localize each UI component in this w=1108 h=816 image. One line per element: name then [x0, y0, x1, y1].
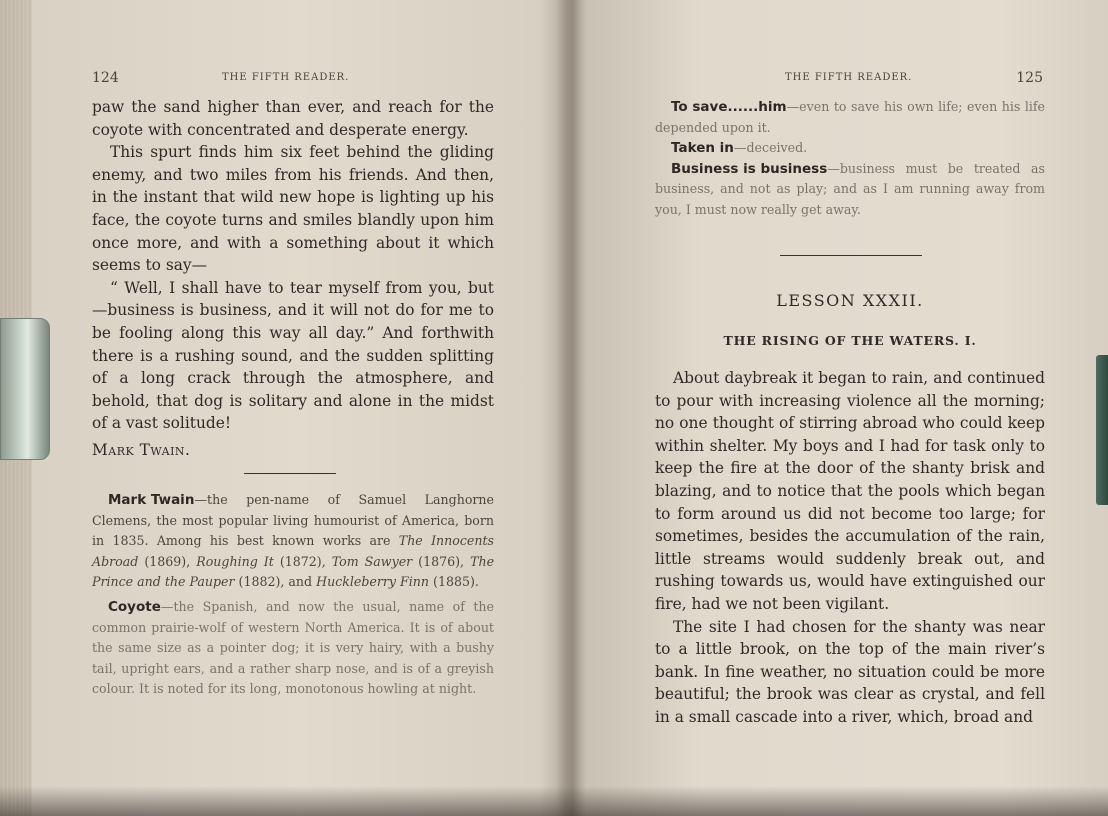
note-coyote	[92, 597, 494, 700]
right-page-number: 125	[1016, 70, 1043, 86]
note-text: (1872),	[273, 553, 332, 569]
note-to-save	[655, 97, 1045, 138]
book-gutter	[556, 0, 586, 816]
note-text: —the Spanish, and now the usual, name of the common prairie-wolf of western North America. It is of about the same size as a pointer dog; it is very hairy, with a bushy tail, upright ears, and a rather sharp nose, and is of a greyish colour. It is noted for its long, monotonous howling at night.	[92, 598, 494, 697]
right-notes	[655, 97, 1045, 225]
left-paragraph-1: paw the sand higher than ever, and reach for the coyote with concentrated and desperate energy.	[92, 98, 494, 139]
note-text: (1882), and	[234, 574, 317, 590]
author-signature: Mark Twain.	[92, 440, 191, 459]
note-term: Mark Twain	[108, 492, 195, 508]
left-running-head	[92, 68, 494, 88]
work-title: Tom Sawyer	[331, 553, 413, 569]
bottom-shadow	[0, 786, 1108, 816]
glass-clip	[0, 318, 50, 460]
note-term: Coyote	[108, 598, 161, 615]
left-paragraph-3: “ Well, I shall have to tear myself from you, but—business is business, and it will not do for me to be fooling along this way all day.” And forthwith there is a rushing sound, and the sudden splitting of a long crack through the atmosphere, and behold, that dog is solitary and alone in the midst of a vast solitude!	[92, 278, 494, 433]
note-taken-in	[655, 138, 1045, 159]
note-text: —even to save his own life; even his life depended upon it.	[655, 99, 1045, 135]
right-body	[655, 367, 1045, 729]
work-title: Huckleberry Finn	[316, 574, 430, 590]
work-title: The Prince and the Pauper	[92, 553, 495, 590]
section-divider	[780, 255, 922, 256]
note-text: —the pen-name of Samuel Langhorne Clemens, the most popular living humourist of America, born in 1835. Among his best known works are	[92, 492, 494, 549]
note-mark-twain	[92, 490, 494, 593]
left-body	[92, 96, 494, 462]
work-title: The Innocents Abroad	[92, 533, 494, 569]
note-text: (1885).	[429, 574, 479, 590]
left-page-number: 124	[92, 70, 119, 86]
note-text: —business must be treated as business, and not as play; and as I am running away from you, I must now really get away.	[655, 160, 1045, 217]
left-paragraph-2: This spurt finds him six feet behind the gliding enemy, and two miles from his friends. And then, in the instant that wild new hope is lighting up his face, the coyote turns and smiles blandly upon him once more, and with a something about it which seems to say—	[92, 143, 494, 275]
right-running-title: THE FIFTH READER.	[785, 72, 913, 83]
right-paragraph-2: The site I had chosen for the shanty was near to a little brook, on the top of the main river’s bank. In fine weather, no situation could be more beautiful; the brook was clear as crystal, and fell in a small cascade into a river, which, broad and	[655, 617, 1045, 726]
note-term: Business is business	[671, 160, 828, 177]
lesson-title: THE RISING OF THE WATERS. I.	[723, 333, 977, 348]
section-divider	[244, 473, 336, 474]
note-term: To save......him	[671, 99, 787, 115]
lesson-heading: LESSON XXXII.	[776, 291, 924, 310]
note-text: —deceived.	[733, 140, 808, 156]
note-term: Taken in	[671, 140, 734, 157]
bookmark-tab	[1096, 355, 1108, 505]
left-notes	[92, 490, 494, 704]
right-running-head	[655, 68, 1045, 88]
note-business	[655, 159, 1045, 221]
left-running-title: THE FIFTH READER.	[222, 72, 350, 83]
note-text: (1869),	[138, 553, 197, 569]
work-title: Roughing It	[196, 553, 274, 569]
note-text: (1876),	[412, 553, 471, 569]
right-paragraph-1: About daybreak it began to rain, and continued to pour with increasing violence all the morning; no one thought of stirring abroad who could keep within shelter. My boys and I had for task only to keep the fire at the door of the shanty brisk and blazing, and to notice that the pools which began to form around us did not become too large; for sometimes, besides the accumulation of the rain, little streams would suddenly break out, and rushing towards us, would have extinguished our fire, had we not been vigilant.	[655, 369, 1045, 613]
